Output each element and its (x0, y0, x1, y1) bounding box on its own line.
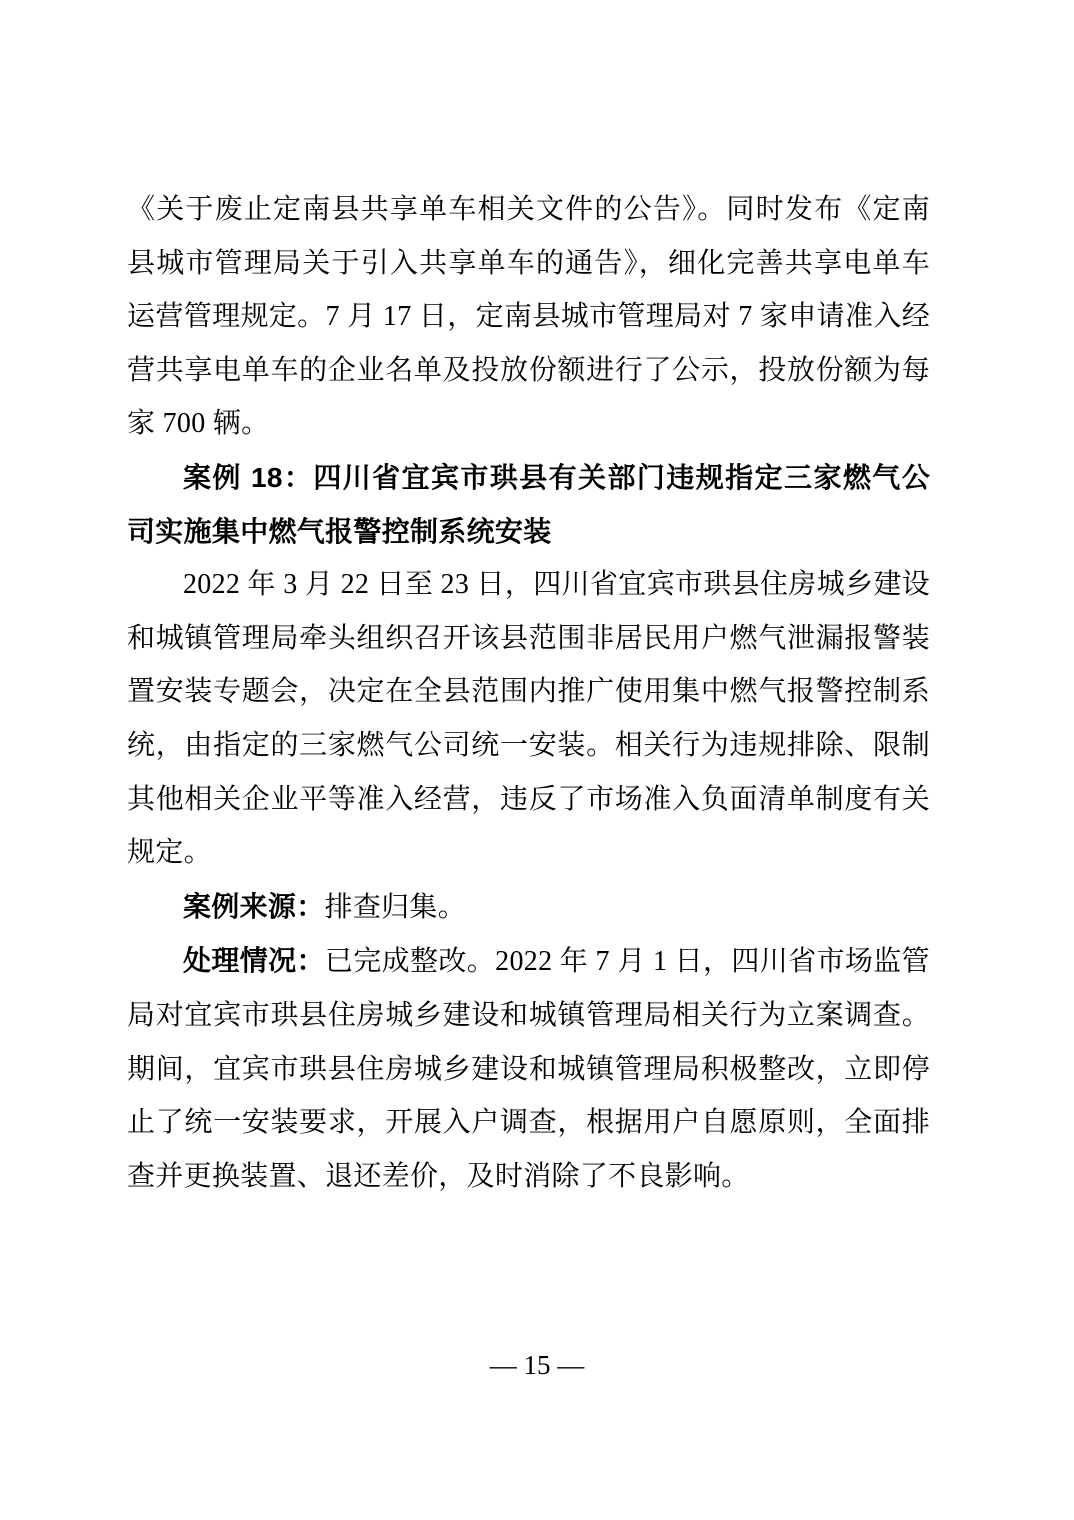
case-source-label: 案例来源： (183, 890, 325, 922)
page-footer (0, 1345, 1074, 1385)
page-number: — 15 — (489, 1350, 585, 1380)
paragraph-shared-bike-continuation: 《关于废止定南县共享单车相关文件的公告》。同时发布《定南县城市管理局关于引入共享单车的通告》，细化完善共享电单车运营管理规定。7 月 17 日，定南县城市管理局对 7 家申请准入经营共享电单车的企业名单及投放份额进行了公示，投放份额为每家 700 辆。 (127, 194, 930, 440)
handling-status-text: 已完成整改。2022 年 7 月 1 日，四川省市场监管局对宜宾市珙县住房城乡建设和城镇管理局相关行为立案调查。期间，宜宾市珙县住房城乡建设和城镇管理局积极整改，立即停止了统一安装要求，开展入户调查，根据用户自愿原则，全面排查并更换装置、退还差价，及时消除了不良影响。 (127, 946, 930, 1192)
document-body (127, 183, 930, 1203)
case-18-heading: 案例 18：四川省宜宾市珙县有关部门违规指定三家燃气公司实施集中燃气报警控制系统安装 (127, 461, 930, 547)
handling-status-label: 处理情况： (183, 945, 325, 977)
paragraph-handling-status (127, 934, 930, 1203)
case-source-text: 排查归集。 (324, 891, 467, 923)
paragraph-case-18-description: 2022 年 3 月 22 日至 23 日，四川省宜宾市珙县住房城乡建设和城镇管理局牵头组织召开该县范围非居民用户燃气泄漏报警装置安装专题会，决定在全县范围内推广使用集中燃气报警控制系统，由指定的三家燃气公司统一安装。相关行为违规排除、限制其他相关企业平等准入经营，违反了市场准入负面清单制度有关规定。 (127, 569, 930, 869)
paragraph-case-source (127, 880, 930, 935)
